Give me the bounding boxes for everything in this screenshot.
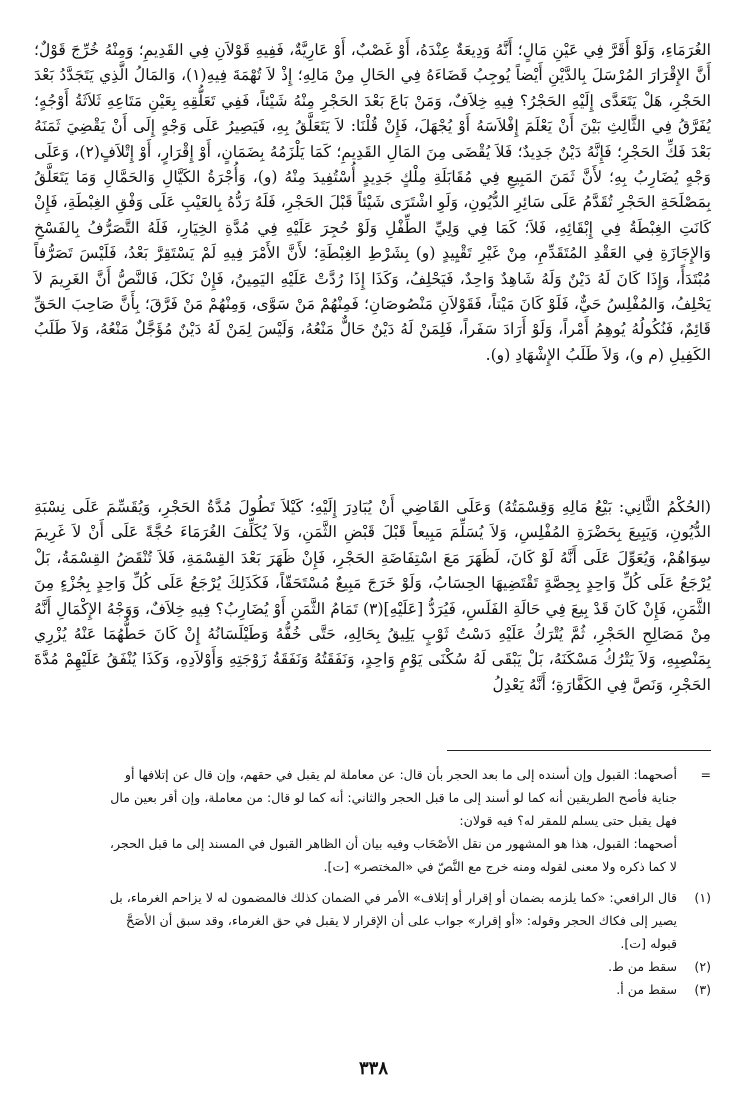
footnote-3 bbox=[36, 978, 711, 1001]
footnote-1 bbox=[36, 886, 711, 955]
continuation-text bbox=[36, 763, 677, 878]
footnote-2 bbox=[36, 955, 711, 978]
footnote-divider bbox=[447, 750, 711, 751]
footnotes-section bbox=[36, 763, 711, 1001]
footnote-2-number: (٢) bbox=[694, 959, 711, 974]
footnote-1-line: يصير إلى فكاك الحجر وقوله: «أو إقرار» جواب على أن الإقرار لا يقبل في حق الغرماء، وقد سبق أن الأصَحَّ bbox=[125, 913, 677, 928]
page-number: ٣٣٨ bbox=[358, 1058, 388, 1079]
footnote-continuation bbox=[36, 763, 711, 878]
footnote-2-line: سقط من ط. bbox=[608, 959, 677, 974]
paragraph-2-text: (الحُكْمُ الثَّانِي: بَيْعُ مَالِهِ وَقِسْمَتُهُ) وَعَلَى القَاضِي أَنْ يُبَادِرَ إِلَيْهِ؛ كَيْلاَ تَطُولَ مُدَّةُ الحَجْرِ، وَيُقَسِّمَ عَلَى نِسْبَةِ الدُّيُونِ، وَيَبِيعَ بِحَضْرَةِ المُفْلِسِ، وَلاَ يُسَلِّمَ مَبِيعاً قَبْلَ قَبْضِ الثَّمَنِ، وَلاَ يُكَلِّفَ الغُرَمَاءَ حُجَّةً عَلَى أَنْ لاَ غَرِيمَ سِوَاهُمْ، وَيُعَوِّلَ عَلَى أَنَّهُ لَوْ كَانَ، لَظَهَرَ مَعَ اسْتِفَاضَةِ الحَجْرِ، فَإِنْ ظَهَرَ بَعْدَ القِسْمَةِ، فَلاَ تُنْقَضُ القِسْمَةُ، بَلْ يُرْجَعُ عَلَى كُلِّ وَاحِدٍ بِحِصَّةٍ تَقْتَضِيهَا الحِسَابُ، وَلَوْ خَرَجَ مَبِيعٌ مُسْتَحَقّاً، فَكَذَلِكَ يُرْجَعُ عَلَى كُلِّ وَاحِدٍ بِجُزْءٍ مِنَ الثَّمَنِ، فَإِنْ كَانَ قَدْ بِيعَ فِي حَالَةِ الفَلَسِ، فَيُرَدُّ [عَلَيْهِ](٣) تَمَامُ الثَّمَنِ أَوْ يُضَارِبُ؟ فِيهِ خِلاَفٌ، وَوَجْهُ الإِكْمَالِ أَنَّهُ مِنْ مَصَالِحِ الحَجْرِ، ثُمَّ يُتْرَكُ عَلَيْهِ دَسْتُ ثَوْبٍ يَلِيقُ بِحَالِهِ، حَتَّى خُفُّهُ وَطَيْلَسَانُهُ إِنْ كَانَ حَطُّهُمَا عَنْهُ يُزْرِي بِمَنْصِبِهِ، وَلاَ يَتْرُكُ مَسْكَنَهُ، بَلْ يَبْقَى لَهُ سُكْنَى يَوْمٍ وَاحِدٍ، وَنَفَقَتُهُ وَنَفَقَةُ زَوْجَتِهِ وَأَوْلاَدِهِ، وَكَذَا يُنْفَقُ عَلَيْهِمْ مُدَّةَ الحَجْرِ، وَنَصَّ فِي الكَفَّارَةِ؛ أَنَّهُ يَعْدِلُ bbox=[34, 498, 711, 694]
continuation-line: أصحهما: القبول وإن أسنده إلى ما بعد الحجر بأن قال: عن معاملة لم يقبل في حقهم، وإن قال عن إتلافها أو bbox=[124, 767, 677, 782]
footnote-1-text bbox=[36, 886, 677, 955]
footnote-3-line: سقط من أ. bbox=[616, 982, 677, 997]
main-text-paragraph-1 bbox=[34, 38, 711, 368]
footnote-spacer bbox=[36, 878, 711, 886]
continuation-line: لا كما ذكره ولا معنى لقوله ومنه خرج مع النَّصّ في «المختصر» [ت]. bbox=[323, 859, 677, 874]
continuation-line: فهل يقبل حتى يسلم للمقر له؟ فيه قولان: bbox=[459, 813, 677, 828]
footnote-1-number: (١) bbox=[694, 890, 711, 905]
continuation-line: أصحهما: القبول، هذا هو المشهور من نقل الأصْحَاب وفيه بيان أن الظاهر القبول في المسند إلى ما قبل الحجر، bbox=[109, 836, 677, 851]
footnote-3-number: (٣) bbox=[694, 982, 711, 997]
paragraph-1-text: الغُرَمَاءِ، وَلَوْ أَقَرَّ فِي عَيْنِ مَالٍ؛ أَنَّهُ وَدِيعَةٌ عِنْدَهُ، أَوْ غَصْبٌ، أَوْ عَارِيَّةٌ، فَفِيهِ قَوْلاَنِ فِي القَدِيمِ؛ وَمِنْهُ خُرِّجَ قَوْلٌ؛ أَنَّ الإِقْرَارَ المُرْسَلَ بِالدَّيْنِ أَيْضاً يُوجِبُ قَضَاءَهُ فِي الحَالِ مِنْ مَالِهِ؛ إِذْ لاَ تُهْمَةَ فِيهِ(١)، وَالمَالُ الَّذِي يَتَجَدَّدُ بَعْدَ الحَجْرِ، هَلْ يَتَعَدَّى إِلَيْهِ الحَجْرُ؟ فِيهِ خِلاَفٌ، وَمَنْ بَاعَ بَعْدَ الحَجْرِ مِنْهُ شَيْئاً، فَفِي تَعَلُّقِهِ بِعَيْنِ مَتَاعِهِ ثَلاَثَةُ أَوْجُهٍ؛ يُفَرَّقُ فِي الثَّالِثِ بَيْنَ أَنْ يَعْلَمَ إِفْلاَسَهُ أَوْ يُجْهَلَ، فَإِنْ قُلْنَا: لاَ يَتَعَلَّقُ بِهِ، فَيَصِيرُ عَلَى وَجْهٍ إِلَى أَنْ يَقْضِيَ ثَمَنَهُ بَعْدَ فَكِّ الحَجْرِ؛ فَإِنَّهُ دَيْنٌ جَدِيدٌ؛ فَلاَ يُقْضَى مِنَ المَالِ القَدِيمِ؛ كَمَا يَلْزَمُهُ بِضَمَانٍ، أَوْ إِقْرَارٍ، أَوْ إِتْلاَفٍ(٢)، وَعَلَى وَجْهٍ يُضَارِبُ بِهِ؛ لأَنَّ ثَمَنَ المَبِيعِ فِي مُقَابَلَةِ مِلْكٍ جَدِيدٍ أُسْتُفِيدَ مِنْهُ (و)، وَأُجْرَةُ الكَيَّالِ وَالحَمَّالِ وَمَا يَتَعَلَّقُ بِمَصْلَحَةِ الحَجْرِ تُقَدَّمُ عَلَى سَائِرِ الدُّيُونِ، وَلَوِ اشْتَرَى شَيْئاً قَبْلَ الحَجْرِ، فَلَهُ رَدُّهُ بِالعَيْبِ عَلَى وَفْقِ الغِبْطَةِ، فَإِنْ كَانَتِ الغِبْطَةُ فِي إِبْقَائِهِ، فَلاَ؛ كَمَا فِي وَلِيِّ الطِّفْلِ وَلَوْ حُجِرَ عَلَيْهِ فِي مُدَّةِ الخِيَارِ، فَلَهُ التَّصَرُّفُ بِالفَسْخِ وَالإِجَازَةِ فِي العَقْدِ المُتَقَدِّمِ، مِنْ غَيْرِ تَقْيِيدٍ (و) بِشَرْطِ الغِبْطَةِ؛ لأَنَّ الأَمْرَ فِيهِ لَمْ يَسْتَقِرَّ بَعْدُ، فَلَيْسَ تَصَرُّفاً مُبْتَدَأً، وَإِذَا كَانَ لَهُ دَيْنٌ وَلَهُ شَاهِدٌ وَاحِدٌ، فَيَحْلِفُ، وَكَذَا إِذَا رُدَّتْ عَلَيْهِ اليَمِينُ، فَإِنْ نَكَلَ، فَالنَّصُّ أَنَّ الغَرِيمَ لاَ يَحْلِفُ، وَالمُفْلِسُ حَيٌّ، فَلَوْ كَانَ مَيْتاً، فَقَوْلاَنِ مَنْصُوصَانِ؛ فَمِنْهُمْ مَنْ سَوَّى، وَمِنْهُمْ مَنْ فَرَّقَ؛ بِأَنَّ صَاحِبَ الحَقِّ قَائِمٌ، فَنُكُولُهُ يُوهِمُ أَمْراً، وَلَوْ أَرَادَ سَفَراً، فَلِمَنْ لَهُ دَيْنٌ حَالٌّ مَنْعُهُ، وَلَيْسَ لِمَنْ لَهُ دَيْنٌ مُؤَجَّلٌ مَنْعُهُ، وَلاَ طَلَبُ الكَفِيلِ (م و)، وَلاَ طَلَبُ الإِشْهَادِ (و). bbox=[34, 41, 712, 364]
footnote-1-line: قال الرافعي: «كما يلزمه بضمان أو إقرار أو إتلاف» الأمر في الضمان كذلك فالمضمون له لا يزاحم الغرماء، بل bbox=[109, 890, 677, 905]
continuation-marker: = bbox=[700, 767, 711, 782]
continuation-line: جناية فأصح الطريقين أنه كما لو أسند إلى ما قبل الحجر والثاني: أنه كما لو قال: من معاملة، وإن أقر بعين مال bbox=[110, 790, 677, 805]
main-text-paragraph-2 bbox=[34, 495, 711, 698]
footnote-1-line: قبوله [ت]. bbox=[620, 936, 677, 951]
footnote-3-text bbox=[36, 978, 677, 1001]
footnote-2-text bbox=[36, 955, 677, 978]
